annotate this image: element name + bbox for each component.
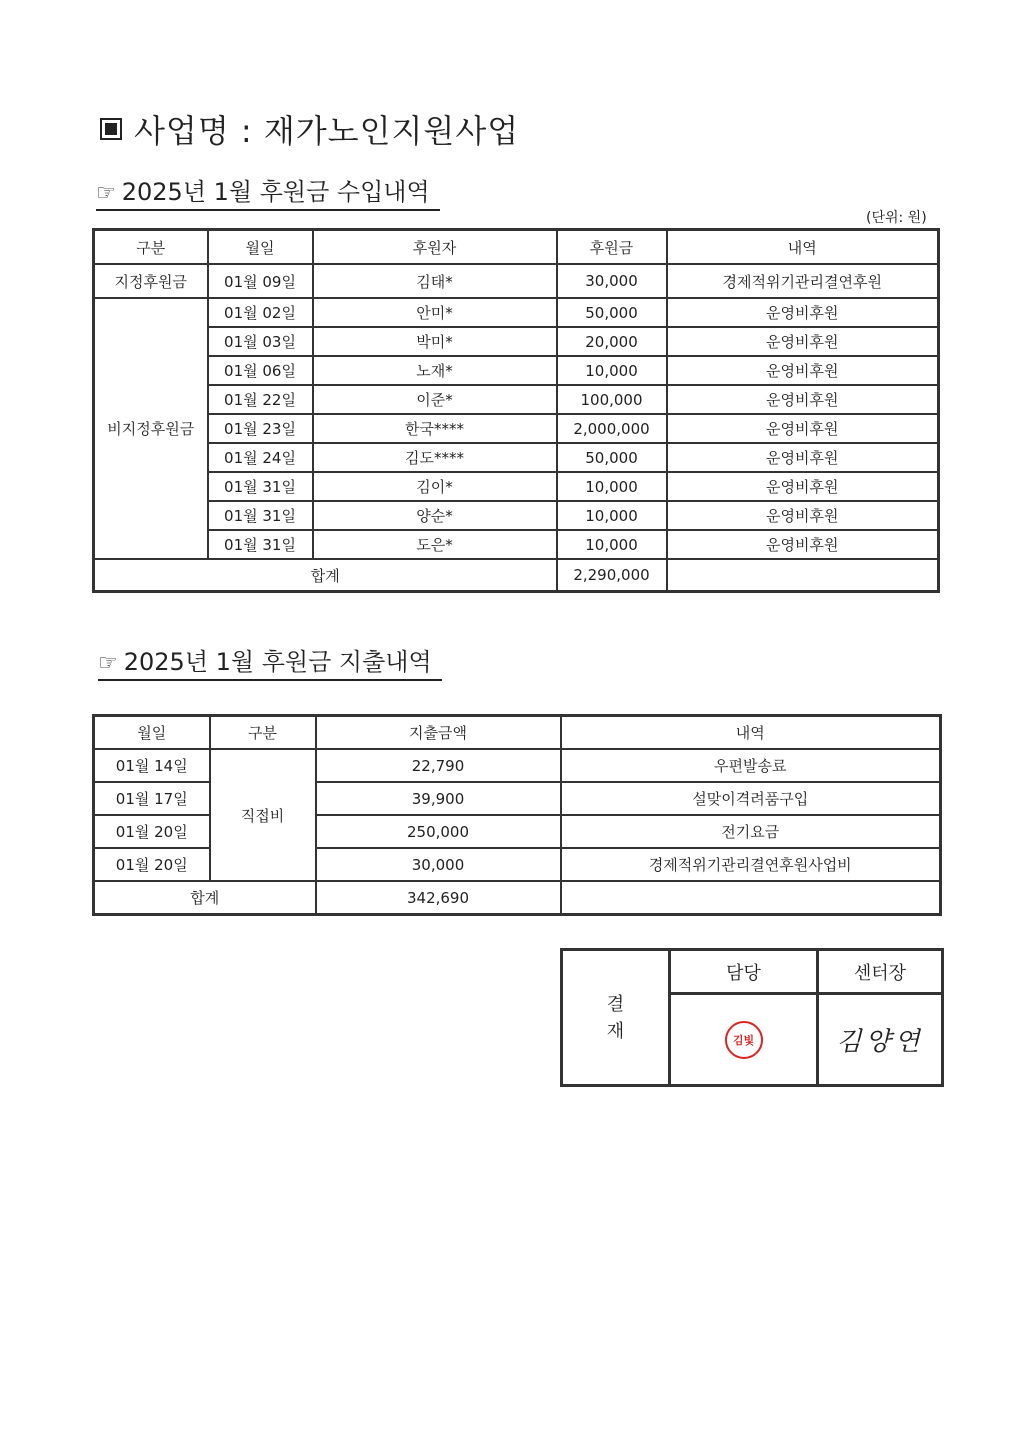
date-cell: 01월 09일 — [208, 264, 313, 298]
header-cell: 후원자 — [313, 230, 557, 265]
seal-stamp: 김빛 — [725, 1021, 763, 1059]
staff-label: 담당 — [670, 950, 818, 994]
total-amount: 342,690 — [316, 881, 561, 915]
donor-cell: 박미* — [313, 327, 557, 356]
table-row — [94, 501, 939, 530]
table-row — [94, 414, 939, 443]
detail-cell: 운영비후원 — [667, 385, 939, 414]
square-bullet-icon — [100, 118, 122, 140]
approval-label-1: 결 — [606, 993, 625, 1015]
date-cell: 01월 23일 — [208, 414, 313, 443]
category-cell: 직접비 — [210, 749, 316, 881]
total-detail — [667, 559, 939, 592]
table-row — [94, 472, 939, 501]
date-cell: 01월 20일 — [94, 815, 210, 848]
detail-cell: 운영비후원 — [667, 472, 939, 501]
total-label: 합계 — [94, 881, 316, 915]
donor-cell: 김이* — [313, 472, 557, 501]
date-cell: 01월 31일 — [208, 530, 313, 559]
total-label: 합계 — [94, 559, 557, 592]
detail-cell: 운영비후원 — [667, 298, 939, 327]
amount-cell: 20,000 — [557, 327, 667, 356]
income-heading-text: 2025년 1월 후원금 수입내역 — [121, 178, 430, 206]
income-table — [92, 228, 940, 593]
detail-cell: 운영비후원 — [667, 356, 939, 385]
detail-cell: 전기요금 — [561, 815, 941, 848]
total-row — [94, 881, 941, 915]
date-cell: 01월 22일 — [208, 385, 313, 414]
amount-cell: 2,000,000 — [557, 414, 667, 443]
date-cell: 01월 24일 — [208, 443, 313, 472]
amount-cell: 10,000 — [557, 501, 667, 530]
header-cell: 내역 — [561, 716, 941, 750]
total-detail — [561, 881, 941, 915]
donor-cell: 김도**** — [313, 443, 557, 472]
amount-cell: 10,000 — [557, 530, 667, 559]
header-cell: 월일 — [94, 716, 210, 750]
table-row — [94, 298, 939, 327]
table-row — [94, 385, 939, 414]
director-signature-cell — [818, 994, 943, 1086]
amount-cell: 10,000 — [557, 356, 667, 385]
date-cell: 01월 20일 — [94, 848, 210, 881]
approval-label — [562, 950, 670, 1086]
detail-cell: 설맞이격려품구입 — [561, 782, 941, 815]
amount-cell: 10,000 — [557, 472, 667, 501]
pointing-hand-icon: ☞ — [98, 651, 118, 676]
unit-label: (단위: 원) — [866, 210, 927, 226]
donor-cell: 노재* — [313, 356, 557, 385]
amount-cell: 100,000 — [557, 385, 667, 414]
detail-cell: 운영비후원 — [667, 530, 939, 559]
expense-header-row — [94, 716, 941, 750]
amount-cell: 50,000 — [557, 298, 667, 327]
expense-heading-text: 2025년 1월 후원금 지출내역 — [123, 648, 432, 676]
table-row — [94, 356, 939, 385]
category-cell: 지정후원금 — [94, 264, 208, 298]
detail-cell: 운영비후원 — [667, 327, 939, 356]
expense-table — [92, 714, 942, 916]
table-row — [94, 443, 939, 472]
amount-cell: 50,000 — [557, 443, 667, 472]
approval-header-row — [562, 950, 943, 994]
amount-cell: 250,000 — [316, 815, 561, 848]
donor-cell: 김태* — [313, 264, 557, 298]
date-cell: 01월 02일 — [208, 298, 313, 327]
detail-cell: 운영비후원 — [667, 501, 939, 530]
approval-label-2: 재 — [606, 1020, 625, 1042]
category-cell: 비지정후원금 — [94, 298, 208, 559]
header-cell: 월일 — [208, 230, 313, 265]
detail-cell: 우편발송료 — [561, 749, 941, 782]
total-row — [94, 559, 939, 592]
income-heading — [96, 172, 440, 211]
document-title — [100, 106, 519, 152]
header-cell: 구분 — [210, 716, 316, 750]
expense-heading — [98, 642, 442, 681]
donor-cell: 양순* — [313, 501, 557, 530]
director-label: 센터장 — [818, 950, 943, 994]
date-cell: 01월 14일 — [94, 749, 210, 782]
date-cell: 01월 03일 — [208, 327, 313, 356]
detail-cell: 운영비후원 — [667, 414, 939, 443]
amount-cell: 30,000 — [557, 264, 667, 298]
header-cell: 내역 — [667, 230, 939, 265]
date-cell: 01월 17일 — [94, 782, 210, 815]
table-row — [94, 749, 941, 782]
header-cell: 지출금액 — [316, 716, 561, 750]
table-row — [94, 327, 939, 356]
donor-cell: 이준* — [313, 385, 557, 414]
date-cell: 01월 31일 — [208, 472, 313, 501]
staff-seal-cell — [670, 994, 818, 1086]
date-cell: 01월 06일 — [208, 356, 313, 385]
donor-cell: 도은* — [313, 530, 557, 559]
amount-cell: 39,900 — [316, 782, 561, 815]
pointing-hand-icon: ☞ — [96, 181, 116, 206]
header-cell: 구분 — [94, 230, 208, 265]
table-row — [94, 264, 939, 298]
date-cell: 01월 31일 — [208, 501, 313, 530]
donor-cell: 안미* — [313, 298, 557, 327]
total-amount: 2,290,000 — [557, 559, 667, 592]
signature: 김양연 — [836, 1027, 924, 1057]
detail-cell: 경제적위기관리결연후원 — [667, 264, 939, 298]
title-label: 사업명 : 재가노인지원사업 — [134, 112, 520, 150]
income-header-row — [94, 230, 939, 265]
amount-cell: 30,000 — [316, 848, 561, 881]
approval-table — [560, 948, 944, 1087]
detail-cell: 운영비후원 — [667, 443, 939, 472]
donor-cell: 한국**** — [313, 414, 557, 443]
table-row — [94, 530, 939, 559]
header-cell: 후원금 — [557, 230, 667, 265]
detail-cell: 경제적위기관리결연후원사업비 — [561, 848, 941, 881]
amount-cell: 22,790 — [316, 749, 561, 782]
